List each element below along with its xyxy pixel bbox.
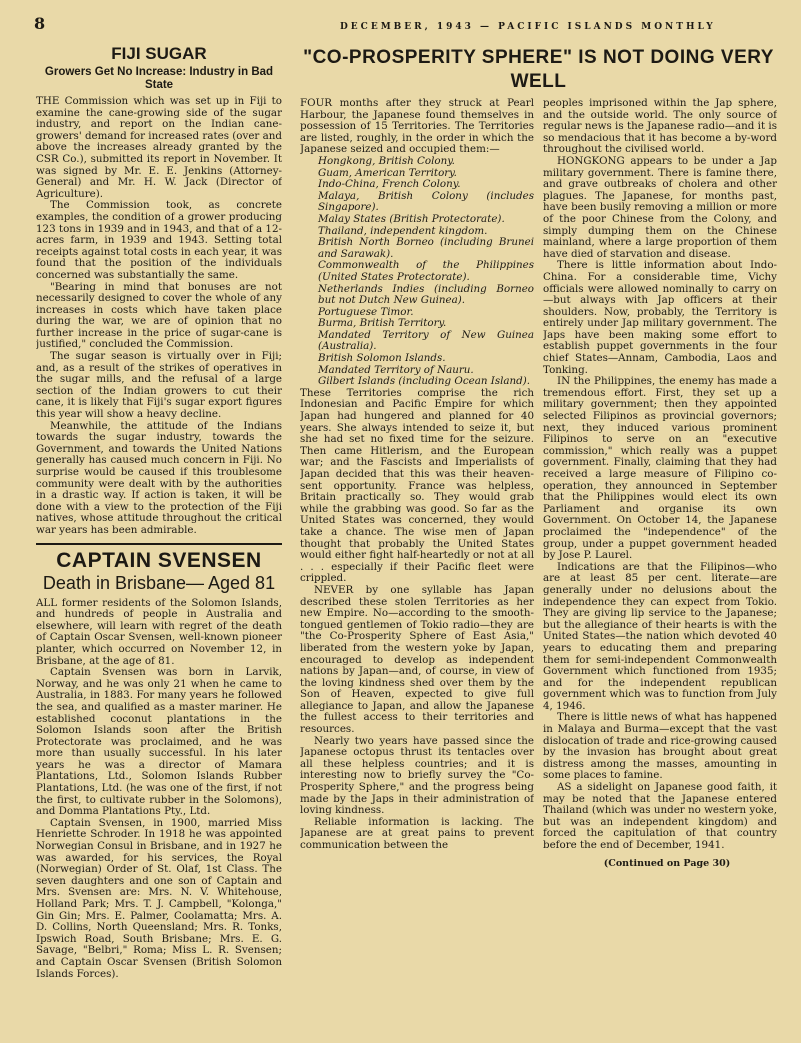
- cps-paragraph: NEVER by one syllable has Japan described these stolen Territories as her new Empire. No—according to the smooth-tongued gentlemen of Tokio radio—they are "the Co-Prosperity Sphere of East Asia," liberated from the western yoke by Japan, encouraged to develop as independent nations by Japan—and, of course, in view of the loving kindness shed over them by the Son of Heaven, expected to give full allegiance to Japan, and allow the Japanese the fullest access to their territories and resources.: [300, 583, 534, 736]
- column-right: [543, 98, 777, 1036]
- territory-item: Mandated Territory of Nauru.: [318, 363, 474, 376]
- territory-item: Malaya, British Colony (includes Singapore).: [318, 189, 534, 214]
- territory-item: Malay States (British Protectorate).: [318, 212, 505, 225]
- page-number: 8: [34, 14, 46, 33]
- svensen-title: CAPTAIN SVENSEN: [56, 548, 262, 572]
- cps-paragraph: These Territories comprise the rich Indonesian and Pacific Empire for which Japan had hungered and planned for 40 years. She always intended to seize it, but she had set no fixed time for the seizure. Then came Hitlerism, and the European war; and the Fascists and Imperialists of Japan decided that this was their heaven-sent opportunity. France was helpless, Britain practically so. They would grab while the grabbing was good. So far as the United States was concerned, they would take a chance. The wise men of Japan thought that probably the United States would either fight half-heartedly or not at all . . . especially if their Pacific fleet were crippled.: [300, 386, 534, 585]
- running-head: DECEMBER, 1943 — PACIFIC ISLANDS MONTHLY: [340, 22, 716, 32]
- fiji-paragraph: THE Commission which was set up in Fiji to examine the cane-growing side of the sugar industry, and report on the Indian cane-growers' demand for increased rates (over and above the increases already granted by the CSR Co.), submitted its report in November. It was signed by Mr. E. E. Jenkins (Attorney-General) and Mr. H. W. Jack (Director of Agriculture).: [36, 95, 282, 200]
- territory-item: Mandated Territory of New Guinea (Australia).: [318, 328, 534, 353]
- cps-title: "CO-PROSPERITY SPHERE" IS NOT DOING VERY WELL: [303, 47, 774, 92]
- cps-paragraph: HONGKONG appears to be under a Jap military government. There is famine there, and grave outbreaks of cholera and other plagues. The Japanese, for months past, have been busily removing a million or more of the poor Chinese from the Colony, and simply dumping them on the Chinese mainland, where a large proportion of them have died of starvation and disease.: [543, 154, 777, 260]
- territory-item: Hongkong, British Colony.: [318, 154, 455, 167]
- cps-paragraph: Nearly two years have passed since the Japanese octopus thrust its tentacles over all these helpless countries; and it is interesting now to briefly survey the "Co-Prosperity Sphere," and the progress being made by the Japs in their administration of loving kindness.: [300, 734, 534, 817]
- fiji-paragraph: "Bearing in mind that bonuses are not necessarily designed to cover the whole of any increases in costs which have taken place during the war, we are of opinion that no further increase in the price of sugar-cane is justified," concluded the Commission.: [36, 280, 282, 351]
- fiji-paragraph: The sugar season is virtually over in Fiji; and, as a result of the strikes of operatives in the sugar mills, and the refusal of a large section of the Indian growers to cut their cane, it is likely that Fiji's sugar export figures this year will show a heavy decline.: [36, 350, 282, 421]
- cps-intro: FOUR months after they struck at Pearl Harbour, the Japanese found themselves in possession of 15 Territories. The Territories are listed, roughly, in the order in which the Japanese seized and occupied them:—: [300, 98, 534, 156]
- territory-item: Commonwealth of the Philippines (United States Protectorate).: [318, 259, 534, 283]
- cps-paragraph: AS a sidelight on Japanese good faith, it may be noted that the Japanese entered Thailand (which was under no western yoke, but was an independent kingdom) and forced the capitulation of that country before the end of December, 1941.: [543, 781, 777, 851]
- territory-item: Indo-China, French Colony.: [318, 178, 461, 191]
- svensen-paragraph: Captain Svensen was born in Larvik, Norway, and he was only 21 when he came to Australia, in 1883. For many years he followed the sea, and qualified as a master mariner. He established coconut plantations in the Solomon Islands soon after the British Protectorate was proclaimed, and he was more than usually successful. In his later years he was a director of Mamara Plantations, Ltd., Solomon Islands Rubber Plantations, Ltd. (he was one of the first, if not the first, to cultivate rubber in the Solomons), and Domma Plantations Pty., Ltd.: [36, 666, 282, 818]
- fiji-paragraph: The Commission took, as concrete examples, the condition of a grower producing 123 tons in 1939 and in 1943, and that of a 12-acres farm, in 1939 and 1943. Setting total receipts against total costs in each year, it was found that the position of the individuals concerned was substantially the same.: [36, 199, 282, 281]
- territory-item: Guam, American Territory.: [318, 166, 457, 179]
- territory-item: Gilbert Islands (including Ocean Island).: [318, 375, 531, 388]
- cps-paragraph: peoples imprisoned within the Jap sphere, and the outside world. The only source of regular news is the Japanese radio—and it is so mendacious that it has become a by-word throughout the civilised world.: [543, 98, 777, 156]
- fiji-article: [36, 96, 282, 537]
- cps-paragraph: There is little news of what has happened in Malaya and Burma—except that the vast dislocation of trade and rice-growing caused by the invasion has brought about great distress among the masses, amounting in some places to famine.: [543, 711, 777, 782]
- column-middle: [300, 98, 534, 1036]
- column-left: [36, 44, 282, 1036]
- cps-paragraph: IN the Philippines, the enemy has made a tremendous effort. First, they set up a military government; then they appointed selected Filipinos as provincial governors; next, they induced various prominent Filipinos to serve on an "executive commission," which really was a puppet government. Finally, claiming that they had received a large measure of Filipino co-operation, they announced in September that the Philippines would elect its own Parliament and organise its own Government. On October 14, the Japanese proclaimed the "independence" of the group, under a puppet government headed by Jose P. Laurel.: [543, 375, 777, 562]
- fiji-paragraph: Meanwhile, the attitude of the Indians towards the sugar industry, towards the Government, and towards the United Nations generally has caused much concern in Fiji. No surprise would be caused if this troublesome community were dealt with by the authorities in a drastic way. If action is taken, it will be done with a view to the protection of the Fiji natives, whose attitude throughout the critical war years has been admirable.: [36, 419, 282, 536]
- svensen-paragraph: ALL former residents of the Solomon Islands, and hundreds of people in Australia and elsewhere, will learn with regret of the death of Captain Oscar Svensen, well-known pioneer planter, which occurred on November 12, in Brisbane, at the age of 81.: [36, 596, 282, 667]
- territory-item: British Solomon Islands.: [318, 352, 446, 365]
- cps-paragraph: There is little information about Indo-China. For a considerable time, Vichy officials were allowed nominally to carry on—but always with Jap officers at their shoulders. Now, probably, the Territory is entirely under Jap military government. The Japs have been making some effort to establish puppet governments in the four chief States—Annam, Cambodia, Laos and Tonking.: [543, 259, 777, 376]
- territory-item: Portuguese Timor.: [318, 305, 414, 318]
- svensen-paragraph: Captain Svensen, in 1900, married Miss Henriette Schroder. In 1918 he was appointed Norwegian Consul in Brisbane, and in 1927 he was awarded, for his services, the Royal (Norwegian) Order of St. Olaf, 1st Class. The seven daughters and one son of Captain and Mrs. Svensen are: Mrs. N. V. Whitehouse, Holland Park; Mrs. T. J. Campbell, "Kolonga," Gin Gin; Mrs. E. Palmer, Coolamatta; Mrs. A. D. Collins, North Queensland; Mrs. R. Tonks, Ipswich Road, South Brisbane; Mrs. E. G. Savage, "Belbri," Roma; Miss L. R. Svensen; and Captain Oscar Svensen (British Solomon Islands Forces).: [36, 816, 282, 980]
- svensen-subtitle: Death in Brisbane— Aged 81: [42, 572, 276, 593]
- cps-paragraph: Indications are that the Filipinos—who are at least 85 per cent. literate—are generally under no delusions about the independence they can expect from Tokio. They are giving lip service to the Japanese; but the allegiance of their hearts is with the United States—the nation which devoted 40 years to educating them and preparing them for semi-independent Commonwealth Government which functioned from 1935; and for the independent republican government which was to function from July 4, 1946.: [543, 560, 777, 712]
- territory-item: Burma, British Territory.: [318, 317, 447, 330]
- territory-item: Netherlands Indies (including Borneo but not Dutch New Guinea).: [318, 282, 534, 307]
- territory-item: Thailand, independent kingdom.: [318, 224, 488, 237]
- territory-list: [300, 156, 534, 388]
- fiji-title: FIJI SUGAR: [111, 44, 207, 63]
- cps-paragraph: Reliable information is lacking. The Japanese are at great pains to prevent communication between the: [300, 815, 534, 851]
- territory-item: British North Borneo (including Brunei and Sarawak).: [318, 236, 534, 260]
- fiji-subtitle: Growers Get No Increase: Industry in Bad State: [44, 66, 274, 91]
- svensen-article: [36, 543, 282, 981]
- continued-link[interactable]: (Continued on Page 30): [603, 857, 731, 869]
